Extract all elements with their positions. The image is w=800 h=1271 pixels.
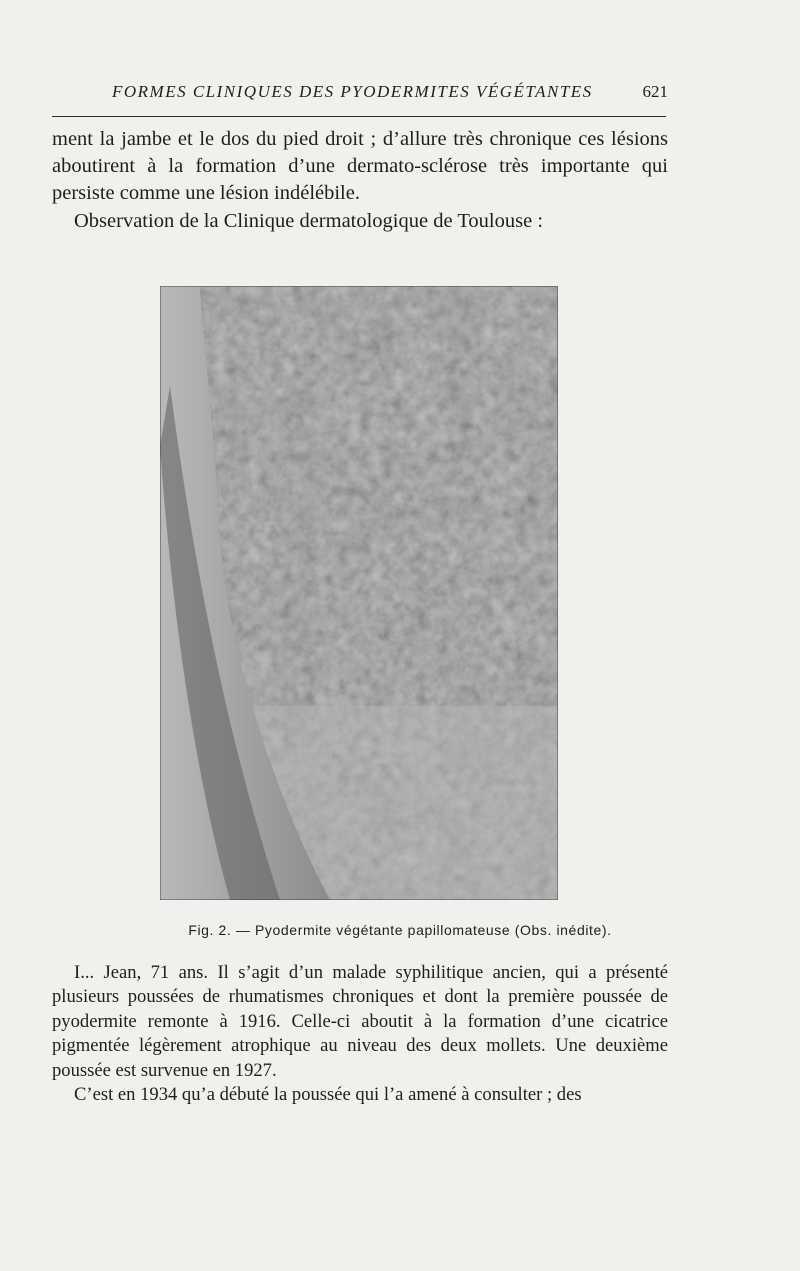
figure-caption: Fig. 2. — Pyodermite végétante papillomateuse (Obs. inédite). xyxy=(188,922,612,938)
case-description: I... Jean, 71 ans. Il s’agit d’un malade syphilitique ancien, qui a présenté plusieurs poussées de rhumatismes chroniques et dont la première poussée de pyodermite remonte à 1916. Celle-ci aboutit à la formation d’une cicatrice pigmentée légèrement atrophique au niveau des deux mollets. Une deuxième poussée est survenue en 1927. xyxy=(52,962,668,1081)
paragraph-bottom xyxy=(52,961,668,1107)
paragraph-continuation: ment la jambe et le dos du pied droit ; d’allure très chronique ces lésions aboutirent à la formation d’une dermato-sclérose très importante qui persiste comme une lésion indélébile. xyxy=(52,128,668,205)
case-continuation: C’est en 1934 qu’a débuté la poussée qui l’a amené à consulter ; des xyxy=(74,1084,582,1106)
running-head xyxy=(52,78,668,110)
header-rule xyxy=(52,116,666,117)
running-title: FORMES CLINIQUES DES PYODERMITES VÉGÉTANTES xyxy=(112,82,593,101)
observation-line: Observation de la Clinique dermatologique de Toulouse : xyxy=(74,209,544,232)
page-number: 621 xyxy=(642,82,668,101)
clinical-photograph xyxy=(160,286,558,900)
paragraph-top xyxy=(52,126,668,235)
lesion-photo-rendering xyxy=(160,286,558,900)
